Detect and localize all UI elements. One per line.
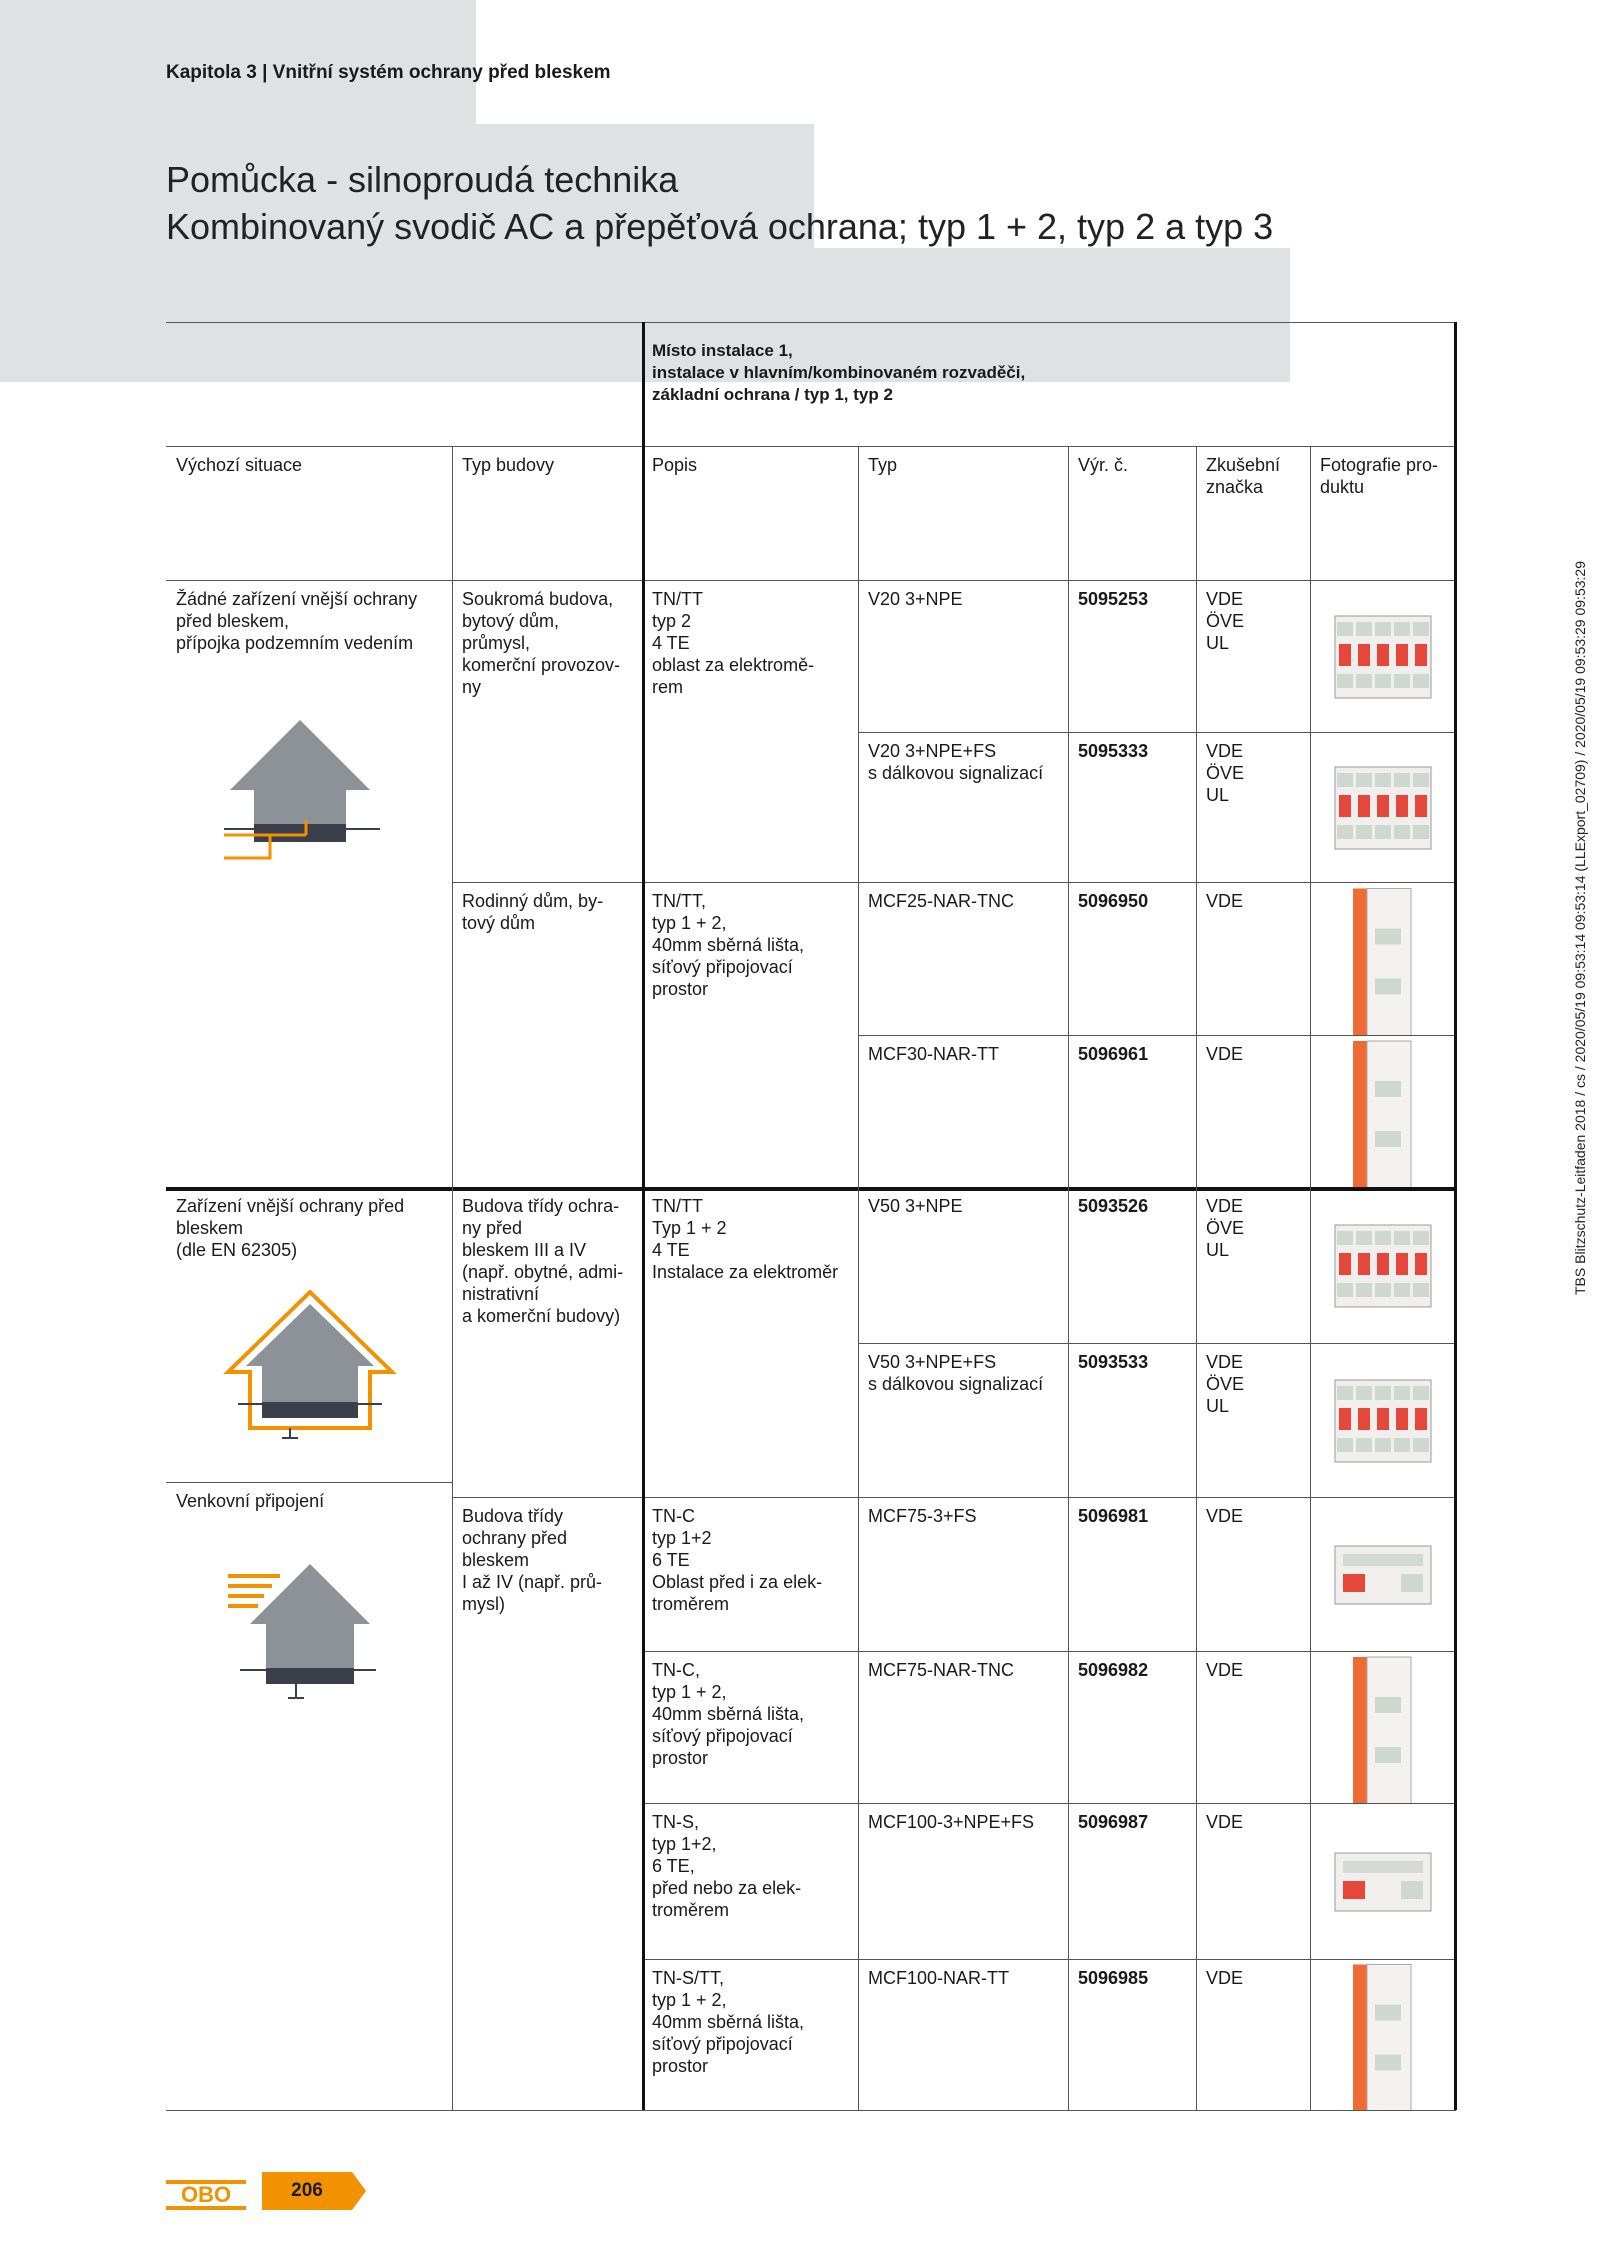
- description-line: 4 TE: [652, 1240, 690, 1260]
- description-line: TN-C,: [652, 1660, 700, 1680]
- col-header-line: Fotografie pro-: [1320, 455, 1439, 475]
- col-header-photo: [1310, 446, 1456, 580]
- product-type: [858, 1187, 1068, 1343]
- product-cert-marks: [1196, 1959, 1310, 2110]
- description-cell: [642, 1187, 858, 1497]
- product-cert-marks: [1196, 1651, 1310, 1803]
- description-line: troměrem: [652, 1900, 730, 1920]
- product-article-number: 5096982: [1078, 1660, 1149, 1680]
- product-cert-marks: [1196, 1497, 1310, 1651]
- description-line: typ 1 + 2,: [652, 913, 727, 933]
- cert-mark: VDE: [1206, 1968, 1244, 1988]
- grid-line: [1196, 446, 1197, 2110]
- building-type-line: průmysl,: [462, 633, 531, 653]
- cert-mark: UL: [1206, 1396, 1230, 1416]
- install-location-header: [642, 332, 1456, 432]
- product-type: [858, 580, 1068, 732]
- grid-line: [642, 1651, 1456, 1652]
- situation-line: Žádné zařízení vnější ochrany: [176, 589, 418, 609]
- description-line: typ 1+2: [652, 1528, 712, 1548]
- product-type-line: MCF75-3+FS: [868, 1506, 977, 1526]
- product-cert-marks: [1196, 580, 1310, 732]
- product-type: [858, 1959, 1068, 2110]
- grid-line: [858, 732, 1456, 733]
- product-photo: [1310, 1959, 1456, 2110]
- col-header-description: Popis: [652, 455, 698, 475]
- description-line: 6 TE: [652, 1550, 690, 1570]
- situation-line: přípojka podzemním vedením: [176, 633, 414, 653]
- description-line: Typ 1 + 2: [652, 1218, 727, 1238]
- cert-mark: UL: [1206, 1240, 1230, 1260]
- description-line: prostor: [652, 2056, 709, 2076]
- description-line: Oblast před i za elek-: [652, 1572, 823, 1592]
- page-number-badge: [262, 2172, 366, 2210]
- description-line: 6 TE,: [652, 1856, 695, 1876]
- building-type-cell: [452, 1497, 642, 2110]
- cert-mark: VDE: [1206, 741, 1244, 761]
- grid-line: [166, 580, 1456, 581]
- product-type: [858, 1497, 1068, 1651]
- building-type-line: nistrativní: [462, 1284, 540, 1304]
- page-title-line-1: Pomůcka - silnoproudá technika: [166, 159, 679, 200]
- description-line: prostor: [652, 1748, 709, 1768]
- description-line: síťový připojovací: [652, 957, 793, 977]
- cert-mark: ÖVE: [1206, 763, 1245, 783]
- description-line: síťový připojovací: [652, 2034, 793, 2054]
- product-type: [858, 1651, 1068, 1803]
- building-type-line: (např. obytné, admi-: [462, 1262, 624, 1282]
- building-type-cell: [452, 1187, 642, 1497]
- cert-mark: ÖVE: [1206, 1218, 1245, 1238]
- col-header-building: Typ budovy: [462, 455, 555, 475]
- building-type-line: mysl): [462, 1594, 505, 1614]
- product-article-number: 5096987: [1078, 1812, 1149, 1832]
- product-cert-marks: [1196, 1803, 1310, 1959]
- install-location-line: základní ochrana / typ 1, typ 2: [652, 385, 893, 404]
- description-line: 4 TE: [652, 633, 690, 653]
- building-type-line: Budova třídy ochra-: [462, 1196, 620, 1216]
- description-line: TN-S/TT,: [652, 1968, 724, 1988]
- grid-line: [1068, 446, 1069, 2110]
- cert-mark: VDE: [1206, 589, 1244, 609]
- building-type-line: bytový dům,: [462, 611, 560, 631]
- product-article-number: 5096961: [1078, 1044, 1149, 1064]
- product-type-line: V20 3+NPE+FS: [868, 741, 997, 761]
- situation-line: (dle EN 62305): [176, 1240, 298, 1260]
- building-type-line: komerční provozov-: [462, 655, 621, 675]
- building-type-cell: [452, 882, 642, 1187]
- grid-line: [166, 2110, 1456, 2111]
- grid-line: [452, 446, 453, 2110]
- building-type-line: Budova třídy: [462, 1506, 564, 1526]
- description-line: Instalace za elektroměr: [652, 1262, 839, 1282]
- obo-logo: [166, 2180, 246, 2215]
- house-overhead-connection-icon: [210, 1556, 390, 1711]
- building-type-line: ochrany před: [462, 1528, 568, 1548]
- col-header-cert: [1196, 446, 1310, 580]
- description-line: síťový připojovací: [652, 1726, 793, 1746]
- building-type-line: ny před: [462, 1218, 523, 1238]
- grid-line: [858, 446, 859, 2110]
- building-type-line: tový dům: [462, 913, 536, 933]
- description-line: troměrem: [652, 1594, 730, 1614]
- building-type-line: Rodinný dům, by-: [462, 891, 604, 911]
- description-line: typ 1 + 2,: [652, 1682, 727, 1702]
- col-header-line: duktu: [1320, 477, 1365, 497]
- description-line: typ 2: [652, 611, 692, 631]
- description-line: 40mm sběrná lišta,: [652, 1704, 805, 1724]
- grid-line: [1310, 446, 1311, 2110]
- grid-line: [452, 1497, 1456, 1498]
- situation-line: Zařízení vnější ochrany před: [176, 1196, 405, 1216]
- grid-line: [642, 1803, 1456, 1804]
- grid-line: [1454, 322, 1457, 2110]
- description-cell: [642, 1497, 858, 1651]
- product-article-number: 5095253: [1078, 589, 1149, 609]
- description-line: TN/TT,: [652, 891, 706, 911]
- product-type: [858, 1035, 1068, 1187]
- product-article-number: 5096981: [1078, 1506, 1149, 1526]
- building-type-line: bleskem: [462, 1550, 530, 1570]
- description-line: TN-C: [652, 1506, 695, 1526]
- product-article-number: 5096950: [1078, 891, 1149, 911]
- page-title: [166, 156, 1273, 250]
- building-type-cell: [452, 580, 642, 882]
- product-photo: [1310, 580, 1456, 732]
- section-divider: [166, 1187, 1456, 1191]
- product-type-line: MCF25-NAR-TNC: [868, 891, 1014, 911]
- description-cell: [642, 1651, 858, 1803]
- product-cert-marks: [1196, 1343, 1310, 1497]
- product-type-line: MCF30-NAR-TT: [868, 1044, 999, 1064]
- grid-line: [858, 1343, 1456, 1344]
- description-line: prostor: [652, 979, 709, 999]
- install-location-line: Místo instalace 1,: [652, 341, 793, 360]
- house-lightning-protection-icon: [220, 1290, 400, 1445]
- building-type-line: I až IV (např. prů-: [462, 1572, 603, 1592]
- description-cell: [642, 882, 858, 1187]
- building-type-line: Soukromá budova,: [462, 589, 614, 609]
- col-header-situation: Výchozí situace: [176, 455, 303, 475]
- col-header-article: Výr. č.: [1078, 455, 1129, 475]
- product-photo: [1310, 1497, 1456, 1651]
- description-line: TN/TT: [652, 589, 703, 609]
- product-article-number: 5096985: [1078, 1968, 1149, 1988]
- description-cell: [642, 1959, 858, 2110]
- product-type-line: V50 3+NPE+FS: [868, 1352, 997, 1372]
- description-line: oblast za elektromě-: [652, 655, 815, 675]
- description-line: před nebo za elek-: [652, 1878, 802, 1898]
- product-article-number: 5093533: [1078, 1352, 1149, 1372]
- description-line: 40mm sběrná lišta,: [652, 2012, 805, 2032]
- cert-mark: VDE: [1206, 1044, 1244, 1064]
- description-cell: [642, 580, 858, 882]
- install-location-line: instalace v hlavním/kombinovaném rozvaděči,: [652, 363, 1026, 382]
- cert-mark: VDE: [1206, 891, 1244, 911]
- product-cert-marks: [1196, 1035, 1310, 1187]
- house-underground-icon: [210, 712, 390, 867]
- product-photo: [1310, 732, 1456, 882]
- product-type-line: s dálkovou signalizací: [868, 763, 1044, 783]
- logo-text: OBO: [180, 2182, 232, 2207]
- col-header-line: Zkušební: [1206, 455, 1281, 475]
- situation-cell: [166, 580, 452, 1187]
- product-photo: [1310, 1803, 1456, 1959]
- cert-mark: UL: [1206, 785, 1230, 805]
- product-type: [858, 1343, 1068, 1497]
- grid-line: [166, 1482, 452, 1483]
- building-type-line: bleskem III a IV: [462, 1240, 587, 1260]
- page-number: 206: [291, 2180, 323, 2201]
- product-type: [858, 882, 1068, 1035]
- cert-mark: VDE: [1206, 1812, 1244, 1832]
- cert-mark: VDE: [1206, 1660, 1244, 1680]
- product-article-number: 5093526: [1078, 1196, 1149, 1216]
- description-line: typ 1 + 2,: [652, 1990, 727, 2010]
- product-photo: [1310, 1651, 1456, 1803]
- grid-line: [166, 446, 1456, 447]
- grid-line: [642, 322, 645, 2110]
- cert-mark: VDE: [1206, 1196, 1244, 1216]
- description-line: typ 1+2,: [652, 1834, 717, 1854]
- situation-line: Venkovní připojení: [176, 1491, 325, 1511]
- situation-line: bleskem: [176, 1218, 244, 1238]
- page-title-line-2: Kombinovaný svodič AC a přepěťová ochrana; typ 1 + 2, typ 2 a typ 3: [166, 206, 1274, 247]
- cert-mark: ÖVE: [1206, 1374, 1245, 1394]
- product-type-line: s dálkovou signalizací: [868, 1374, 1044, 1394]
- col-header-type: Typ: [868, 455, 898, 475]
- product-type-line: V20 3+NPE: [868, 589, 963, 609]
- building-type-line: a komerční budovy): [462, 1306, 621, 1326]
- grid-line: [452, 882, 1456, 883]
- product-type-line: V50 3+NPE: [868, 1196, 963, 1216]
- chapter-heading: Kapitola 3 | Vnitřní systém ochrany před bleskem: [166, 62, 611, 83]
- product-type-line: MCF100-NAR-TT: [868, 1968, 1010, 1988]
- cert-mark: ÖVE: [1206, 611, 1245, 631]
- product-type: [858, 1803, 1068, 1959]
- product-type-line: MCF75-NAR-TNC: [868, 1660, 1014, 1680]
- description-cell: [642, 1803, 858, 1959]
- product-type: [858, 732, 1068, 882]
- sidebar-note-text: TBS Blitzschutz-Leitfaden 2018 / cs / 2020/05/19 09:53:14 09:53:14 (LLExport_02709) / 2020/05/19 09:53:29 09:53:29: [1572, 561, 1588, 1295]
- product-cert-marks: [1196, 732, 1310, 882]
- product-article-number: 5095333: [1078, 741, 1149, 761]
- cert-mark: VDE: [1206, 1506, 1244, 1526]
- description-line: 40mm sběrná lišta,: [652, 935, 805, 955]
- col-header-line: značka: [1206, 477, 1264, 497]
- product-photo: [1310, 1035, 1456, 1187]
- product-type-line: MCF100-3+NPE+FS: [868, 1812, 1035, 1832]
- building-type-line: ny: [462, 677, 482, 697]
- product-photo: [1310, 1187, 1456, 1343]
- grid-line: [166, 322, 1456, 323]
- product-photo: [1310, 882, 1456, 1035]
- description-line: TN/TT: [652, 1196, 703, 1216]
- situation-line: před bleskem,: [176, 611, 290, 631]
- grid-line: [858, 1035, 1456, 1036]
- cert-mark: VDE: [1206, 1352, 1244, 1372]
- product-cert-marks: [1196, 882, 1310, 1035]
- grid-line: [642, 1959, 1456, 1960]
- description-line: TN-S,: [652, 1812, 699, 1832]
- description-line: rem: [652, 677, 683, 697]
- product-cert-marks: [1196, 1187, 1310, 1343]
- product-photo: [1310, 1343, 1456, 1497]
- cert-mark: UL: [1206, 633, 1230, 653]
